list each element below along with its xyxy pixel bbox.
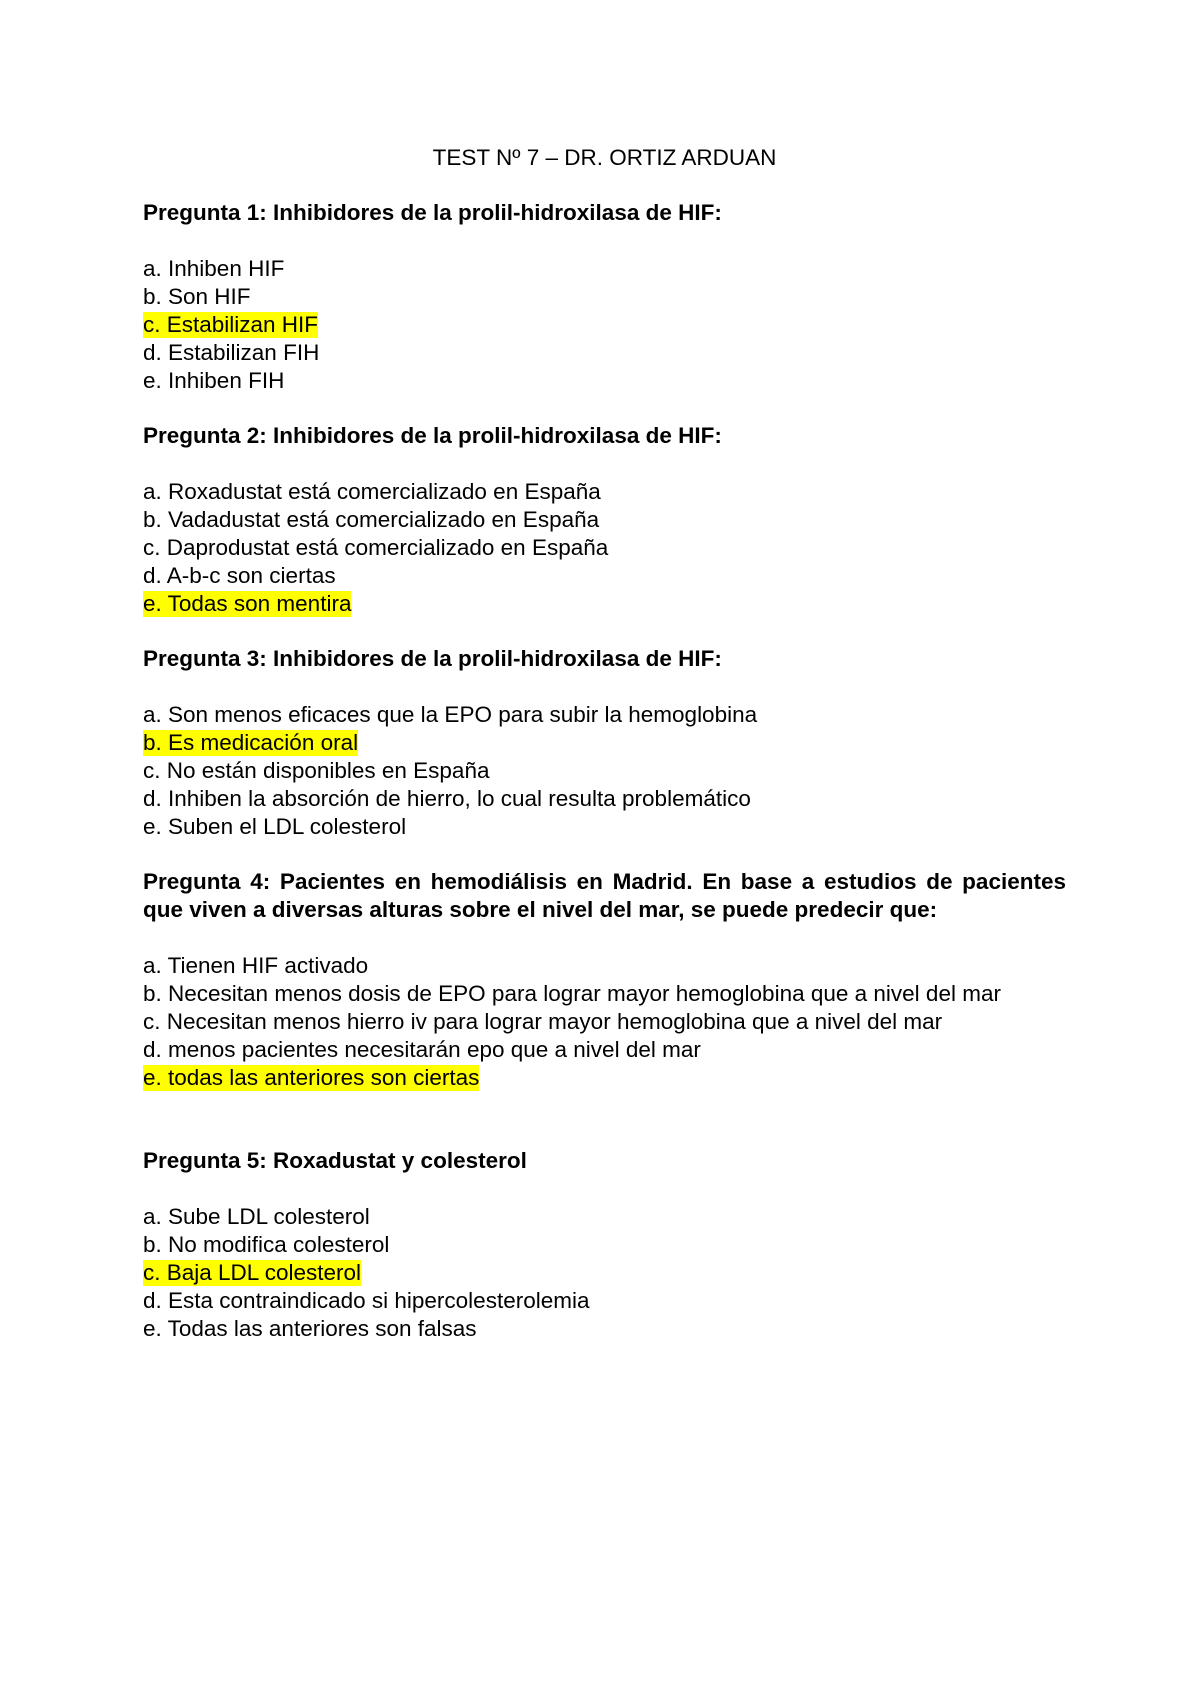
option-d: d. menos pacientes necesitarán epo que a nivel del mar xyxy=(143,1037,701,1062)
question-text: Pregunta 1: Inhibidores de la prolil-hidroxilasa de HIF: xyxy=(143,200,722,225)
option-d: d. Esta contraindicado si hipercolesterolemia xyxy=(143,1288,590,1313)
option-d: d. Estabilizan FIH xyxy=(143,340,320,365)
question-text: Pregunta 3: Inhibidores de la prolil-hidroxilasa de HIF: xyxy=(143,646,722,671)
question-4 xyxy=(143,868,1066,1092)
option-e: e. Inhiben FIH xyxy=(143,368,285,393)
option-list xyxy=(143,478,1066,618)
option-list xyxy=(143,952,1066,1092)
option-c-highlighted: c. Estabilizan HIF xyxy=(143,312,319,337)
option-c-highlighted: c. Baja LDL colesterol xyxy=(143,1260,362,1285)
option-e-highlighted: e. Todas son mentira xyxy=(143,591,352,616)
option-b: b. Vadadustat está comercializado en España xyxy=(143,507,600,532)
document-title: TEST Nº 7 – DR. ORTIZ ARDUAN xyxy=(432,145,777,170)
question-text: Pregunta 2: Inhibidores de la prolil-hidroxilasa de HIF: xyxy=(143,423,722,448)
option-c: c. No están disponibles en España xyxy=(143,758,490,783)
option-b: b. Son HIF xyxy=(143,284,251,309)
option-a: a. Sube LDL colesterol xyxy=(143,1204,370,1229)
question-text: Pregunta 4: Pacientes en hemodiálisis en Madrid. En base a estudios de pacientes que viven a diversas alturas sobre el nivel del mar, se puede predecir que: xyxy=(143,869,1066,922)
option-a: a. Son menos eficaces que la EPO para subir la hemoglobina xyxy=(143,702,758,727)
option-e-highlighted: e. todas las anteriores son ciertas xyxy=(143,1065,480,1090)
option-c: c. Daprodustat está comercializado en España xyxy=(143,535,609,560)
option-list xyxy=(143,701,1066,841)
option-d: d. A-b-c son ciertas xyxy=(143,563,336,588)
option-b-highlighted: b. Es medicación oral xyxy=(143,730,359,755)
option-e: e. Suben el LDL colesterol xyxy=(143,814,407,839)
option-a: a. Roxadustat está comercializado en España xyxy=(143,479,601,504)
option-e: e. Todas las anteriores son falsas xyxy=(143,1316,477,1341)
question-2 xyxy=(143,422,1066,618)
option-list xyxy=(143,255,1066,395)
question-5 xyxy=(143,1147,1066,1343)
option-b: b. Necesitan menos dosis de EPO para lograr mayor hemoglobina que a nivel del mar xyxy=(143,981,1001,1006)
question-3 xyxy=(143,645,1066,841)
option-d: d. Inhiben la absorción de hierro, lo cual resulta problemático xyxy=(143,786,751,811)
option-a: a. Inhiben HIF xyxy=(143,256,285,281)
option-list xyxy=(143,1203,1066,1343)
option-a: a. Tienen HIF activado xyxy=(143,953,369,978)
option-c: c. Necesitan menos hierro iv para lograr mayor hemoglobina que a nivel del mar xyxy=(143,1009,943,1034)
option-b: b. No modifica colesterol xyxy=(143,1232,390,1257)
question-1 xyxy=(143,199,1066,395)
question-text: Pregunta 5: Roxadustat y colesterol xyxy=(143,1148,527,1173)
